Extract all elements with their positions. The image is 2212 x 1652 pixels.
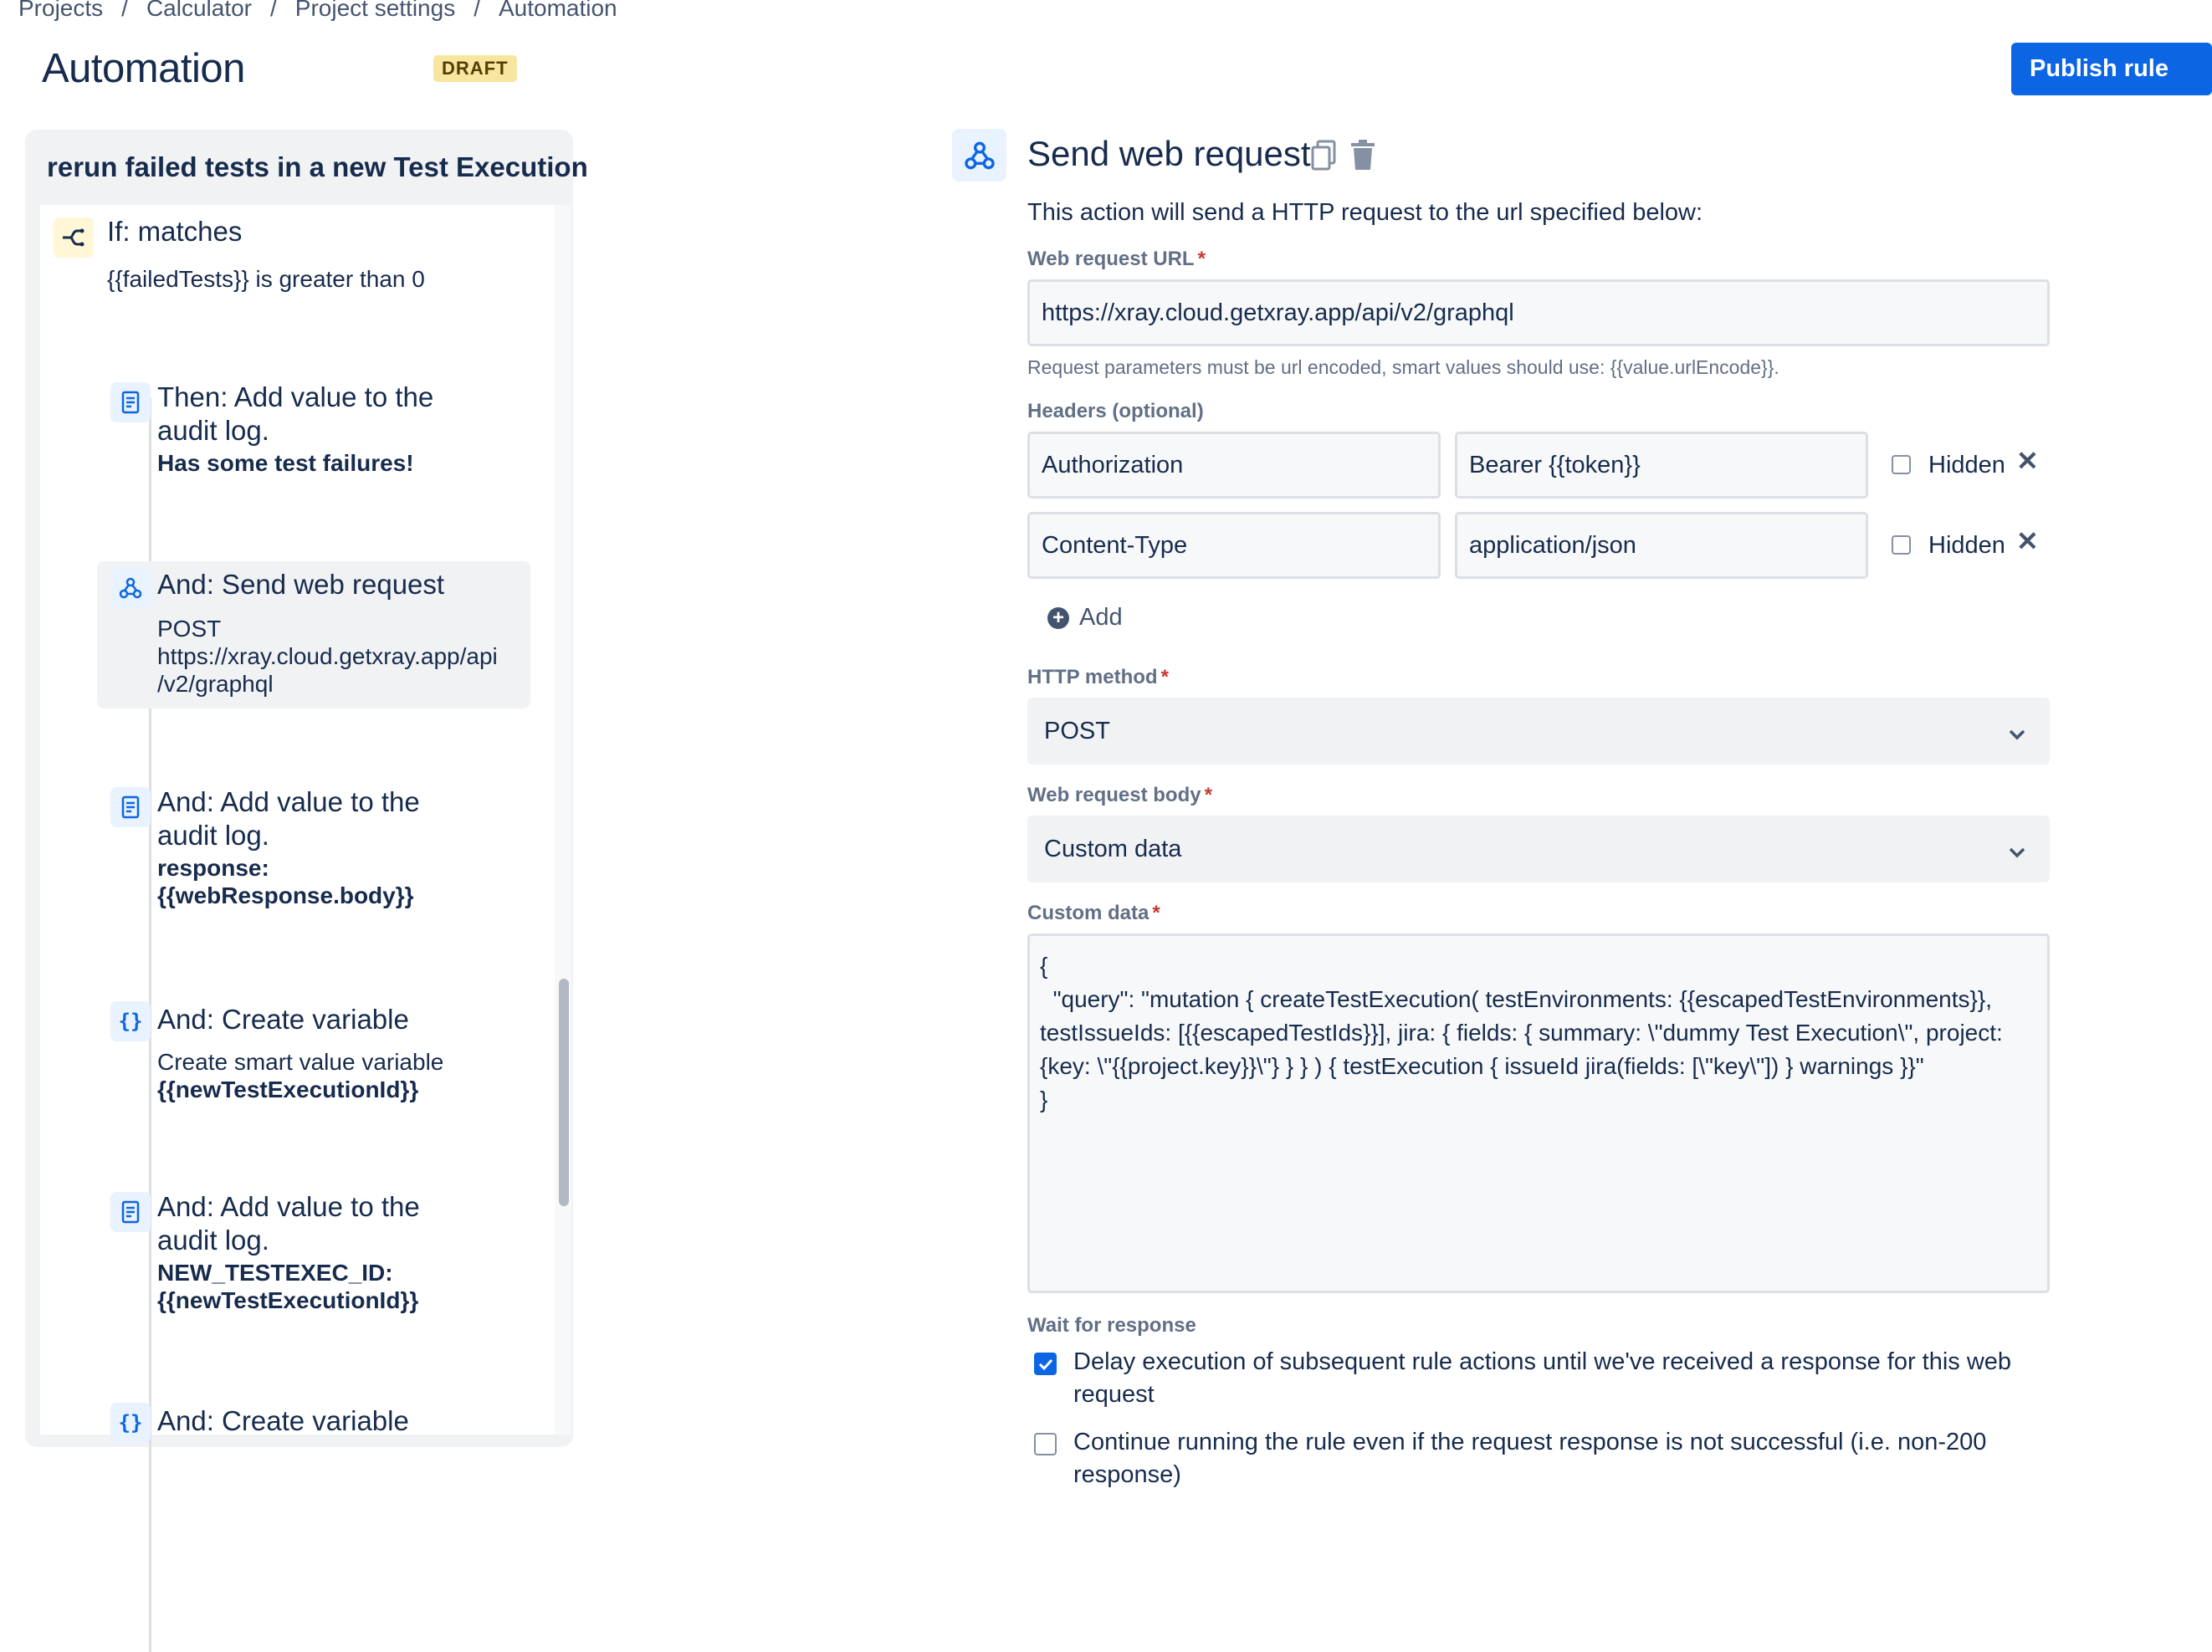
step-description: {{webResponse.body}} bbox=[157, 882, 414, 908]
step-description-url-cont: /v2/graphql bbox=[157, 671, 274, 697]
custom-data-textarea[interactable]: { "query": "mutation { createTestExecution( testEnvironments: {{escapedTestEnvironments}}, testIssueIds: [{{escapedTestIds}}], jira: { fields: { summary: \"dummy Test Execution\", project: {key: \"{{project.key}}\"} } } ) { testExecution { issueId jira(fields: [\"key\"]) } warnings }}" } bbox=[1027, 933, 2050, 1293]
breadcrumb-separator: / bbox=[121, 0, 128, 21]
rule-panel bbox=[25, 130, 588, 1447]
method-select[interactable] bbox=[1027, 698, 2050, 765]
branch-icon bbox=[54, 217, 94, 258]
custom-data-label: Custom data * bbox=[1027, 902, 1160, 924]
hidden-checkbox[interactable] bbox=[1892, 455, 1911, 474]
page-title: Automation bbox=[42, 46, 245, 91]
webhook-icon bbox=[110, 568, 151, 608]
chevron-down-icon bbox=[2008, 837, 2026, 865]
rule-step-audit-log[interactable] bbox=[107, 777, 542, 919]
variable-icon: {} bbox=[110, 1001, 151, 1041]
step-title: And: Send web request bbox=[157, 569, 445, 600]
rule-step-create-variable[interactable] bbox=[107, 991, 542, 1117]
step-description: Has some test failures! bbox=[157, 450, 414, 476]
step-description: {{failedTests}} is greater than 0 bbox=[107, 266, 425, 292]
add-label: Add bbox=[1079, 604, 1123, 631]
header-value-input[interactable]: Bearer {{token}} bbox=[1455, 432, 1868, 499]
step-description: response: bbox=[157, 855, 269, 881]
rule-step-create-variable[interactable] bbox=[107, 1393, 542, 1460]
hidden-label: Hidden bbox=[1928, 532, 2005, 559]
breadcrumb-separator: / bbox=[270, 0, 277, 21]
status-badge: DRAFT bbox=[433, 55, 517, 82]
rule-step-condition[interactable] bbox=[40, 205, 542, 322]
scrollbar-track[interactable] bbox=[555, 205, 571, 1435]
rule-step-send-web-request[interactable] bbox=[97, 561, 530, 708]
continue-checkbox-label: Continue running the rule even if the request response is not successful (i.e. non-200 response) bbox=[1073, 1429, 1987, 1488]
url-input[interactable]: https://xray.cloud.getxray.app/api/v2/graphql bbox=[1027, 279, 2050, 346]
step-description: Create smart value variable bbox=[157, 1049, 444, 1075]
copy-icon[interactable] bbox=[1310, 139, 1337, 176]
remove-header-icon[interactable]: ✕ bbox=[2016, 526, 2039, 556]
step-title: If: matches bbox=[107, 216, 243, 247]
hidden-label: Hidden bbox=[1928, 452, 2005, 478]
breadcrumb-automation[interactable]: Automation bbox=[498, 0, 617, 21]
wait-label: Wait for response bbox=[1027, 1314, 1196, 1337]
publish-rule-button[interactable]: Publish rule bbox=[2011, 43, 2212, 95]
hidden-checkbox[interactable] bbox=[1892, 535, 1911, 555]
continue-checkbox[interactable] bbox=[1034, 1433, 1057, 1455]
header-name-input[interactable]: Content-Type bbox=[1027, 512, 1441, 579]
step-description: {{newTestExecutionId}} bbox=[157, 1077, 419, 1102]
webhook-icon bbox=[952, 129, 1006, 182]
log-icon bbox=[110, 1192, 151, 1232]
step-description: NEW_TESTEXEC_ID: bbox=[157, 1260, 393, 1286]
variable-icon: {} bbox=[110, 1403, 151, 1443]
body-select[interactable] bbox=[1027, 816, 2050, 882]
step-title: And: Add value to the audit log. bbox=[157, 786, 420, 851]
rule-step-list[interactable] bbox=[40, 205, 559, 1435]
step-description: {{newTestExecutionId}} bbox=[157, 1287, 419, 1313]
header-name-input[interactable]: Authorization bbox=[1027, 432, 1441, 499]
step-title: And: Create variable bbox=[157, 1405, 409, 1436]
url-helper-text: Request parameters must be url encoded, smart values should use: {{value.urlEncode}}. bbox=[1027, 356, 1779, 378]
step-title: Then: Add value to the audit log. bbox=[157, 381, 434, 446]
trash-icon[interactable] bbox=[1349, 139, 1377, 176]
remove-header-icon[interactable]: ✕ bbox=[2016, 446, 2039, 476]
method-label: HTTP method * bbox=[1027, 666, 1169, 688]
action-intro: This action will send a HTTP request to the url specified below: bbox=[1027, 199, 1703, 226]
step-description-method: POST bbox=[157, 616, 222, 642]
scrollbar-thumb[interactable] bbox=[559, 979, 569, 1206]
step-title: And: Add value to the audit log. bbox=[157, 1191, 420, 1256]
breadcrumb-project-settings[interactable]: Project settings bbox=[294, 0, 456, 21]
rule-name[interactable]: rerun failed tests in a new Test Execution bbox=[47, 151, 588, 182]
delay-checkbox-label: Delay execution of subsequent rule actions until we've received a response for this web request bbox=[1073, 1348, 2012, 1408]
breadcrumb-projects[interactable]: Projects bbox=[18, 0, 104, 21]
delay-checkbox[interactable] bbox=[1034, 1353, 1057, 1375]
rule-step-audit-log[interactable] bbox=[107, 1182, 542, 1324]
step-title: And: Create variable bbox=[157, 1004, 409, 1035]
add-header-button[interactable] bbox=[1047, 604, 1123, 632]
body-value: Custom data bbox=[1044, 835, 1182, 862]
chevron-down-icon bbox=[2008, 719, 2026, 747]
add-icon: + bbox=[1047, 607, 1069, 629]
step-description-url: https://xray.cloud.getxray.app/api bbox=[157, 643, 498, 669]
body-label: Web request body * bbox=[1027, 784, 1212, 806]
rule-step-audit-log[interactable] bbox=[107, 372, 542, 514]
method-value: POST bbox=[1044, 717, 1110, 744]
breadcrumb-separator: / bbox=[474, 0, 480, 21]
log-icon bbox=[110, 787, 151, 827]
breadcrumb bbox=[18, 0, 617, 22]
header-value-input[interactable]: application/json bbox=[1455, 512, 1868, 579]
action-title: Send web request bbox=[1027, 134, 1311, 173]
url-label: Web request URL * bbox=[1027, 248, 1206, 270]
log-icon bbox=[110, 382, 151, 422]
headers-label: Headers (optional) bbox=[1027, 400, 1204, 422]
breadcrumb-calculator[interactable]: Calculator bbox=[146, 0, 252, 21]
